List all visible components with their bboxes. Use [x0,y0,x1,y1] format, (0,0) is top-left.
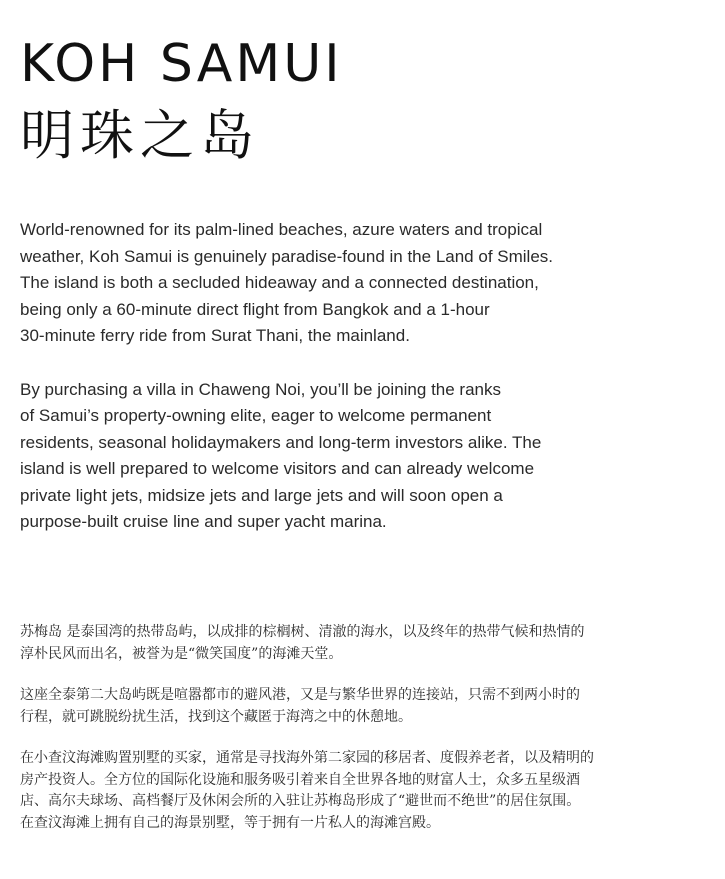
page-title-chinese: 明珠之岛 [20,104,260,167]
chinese-paragraph-2: 这座全泰第二大岛屿既是喧嚣都市的避风港，又是与繁华世界的连接站，只需不到两小时的 行程，就可跳脱纷扰生活，找到这个藏匿于海湾之中的休憩地。 [20,687,580,725]
chinese-description [20,622,715,854]
english-description [20,217,710,563]
english-paragraph-2: By purchasing a villa in Chaweng Noi, you’ll be joining the ranks of Samui’s property-owning elite, eager to welcome permanent residents, seasonal holidaymakers and long-term investors alike. The island is well prepared to welcome visitors and can already welcome private light jets, midsize jets and large jets and will soon open a purpose-built cruise line and super yacht marina. [20,379,542,531]
english-paragraph-1: World-renowned for its palm-lined beaches, azure waters and tropical weather, Koh Samui is genuinely paradise-found in the Land of Smiles. The island is both a secluded hideaway and a connected destination, being only a 60-minute direct flight from Bangkok and a 1-hour 30-minute ferry ride from Surat Thani, the mainland. [20,220,553,345]
chinese-paragraph-3: 在小查汶海滩购置别墅的买家，通常是寻找海外第二家园的移居者、度假养老者，以及精明的 房产投资人。全方位的国际化设施和服务吸引着来自全世界各地的财富人士，众多五星级酒 店、高尔夫球场、高档餐厅及休闲会所的入驻让苏梅岛形成了“避世而不绝世”的居住氛围。 在查汶海滩上拥有自己的海景别墅，等于拥有一片私人的海滩宫殿。 [20,750,594,831]
chinese-paragraph-1: 苏梅岛 是泰国湾的热带岛屿，以成排的棕榈树、清澈的海水，以及终年的热带气候和热情的 淳朴民风而出名，被誉为是“微笑国度”的海滩天堂。 [20,624,585,662]
page-title-english: KOH SAMUI [20,34,343,94]
